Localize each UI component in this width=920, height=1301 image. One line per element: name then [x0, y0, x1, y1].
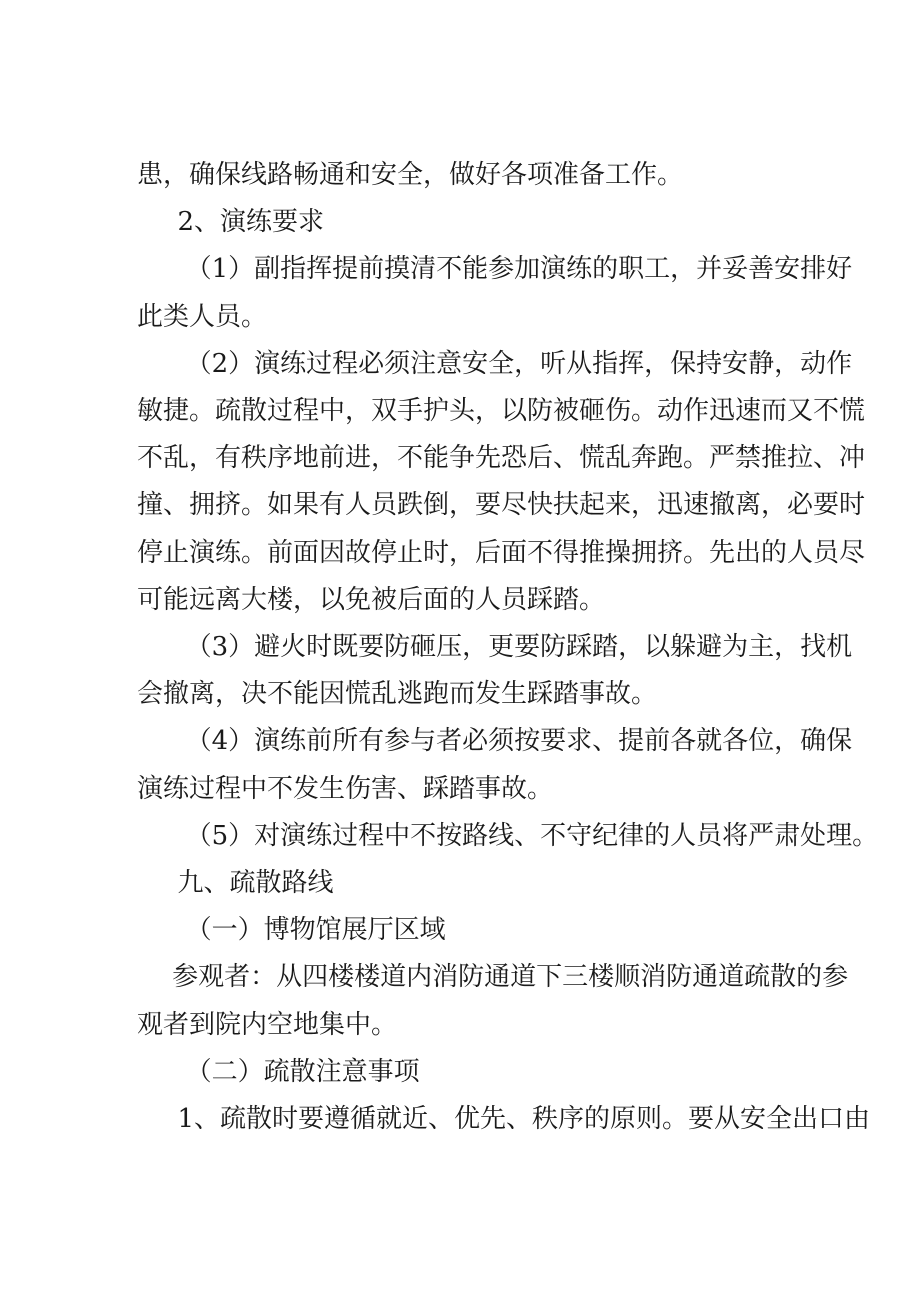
text-line: 患，确保线路畅通和安全，做好各项准备工作。 [137, 160, 684, 190]
text-line: 观者到院内空地集中。 [137, 1009, 398, 1040]
text-line: 演练过程中不发生伤害、踩踏事故。 [137, 773, 554, 804]
text-line: （4）演练前所有参与者必须按要求、提前各就各位，确保 [185, 726, 853, 757]
text-line: 敏捷。疏散过程中，双手护头，以防被砸伤。动作迅速而又不慌 [137, 396, 866, 426]
text-line: 会撤离，决不能因慌乱逃跑而发生踩踏事故。 [137, 679, 658, 710]
text-line: 参观者：从四楼楼道内消防通道下三楼顺消防通道疏散的参 [172, 962, 849, 993]
text-line: 此类人员。 [137, 301, 268, 332]
text-line: 1、疏散时要遵循就近、优先、秩序的原则。要从安全出口由 [177, 1104, 871, 1134]
text-line: （1）副指挥提前摸清不能参加演练的职工，并妥善安排好 [185, 254, 853, 285]
text-line: 可能远离大楼，以免被后面的人员踩踏。 [137, 584, 606, 615]
text-line: 停止演练。前面因故停止时，后面不得推操拥挤。先出的人员尽 [137, 537, 866, 568]
text-line: 撞、拥挤。如果有人员跌倒，要尽快扶起来，迅速撤离，必要时 [137, 490, 866, 521]
text-line: （二）疏散注意事项 [185, 1056, 420, 1087]
text-line: （5）对演练过程中不按路线、不守纪律的人员将严肃处理。 [185, 820, 879, 851]
text-line: 2、演练要求 [177, 207, 325, 238]
text-line: （2）演练过程必须注意安全，听从指挥，保持安静，动作 [185, 348, 853, 379]
text-line: （3）避火时既要防砸压，更要防踩踏，以躲避为主，找机 [185, 632, 853, 662]
text-line: 九、疏散路线 [177, 868, 334, 898]
text-line: （一）博物馆展厅区域 [185, 915, 446, 946]
text-line: 不乱，有秩序地前进，不能争先恐后、慌乱奔跑。严禁推拉、冲 [137, 443, 866, 474]
